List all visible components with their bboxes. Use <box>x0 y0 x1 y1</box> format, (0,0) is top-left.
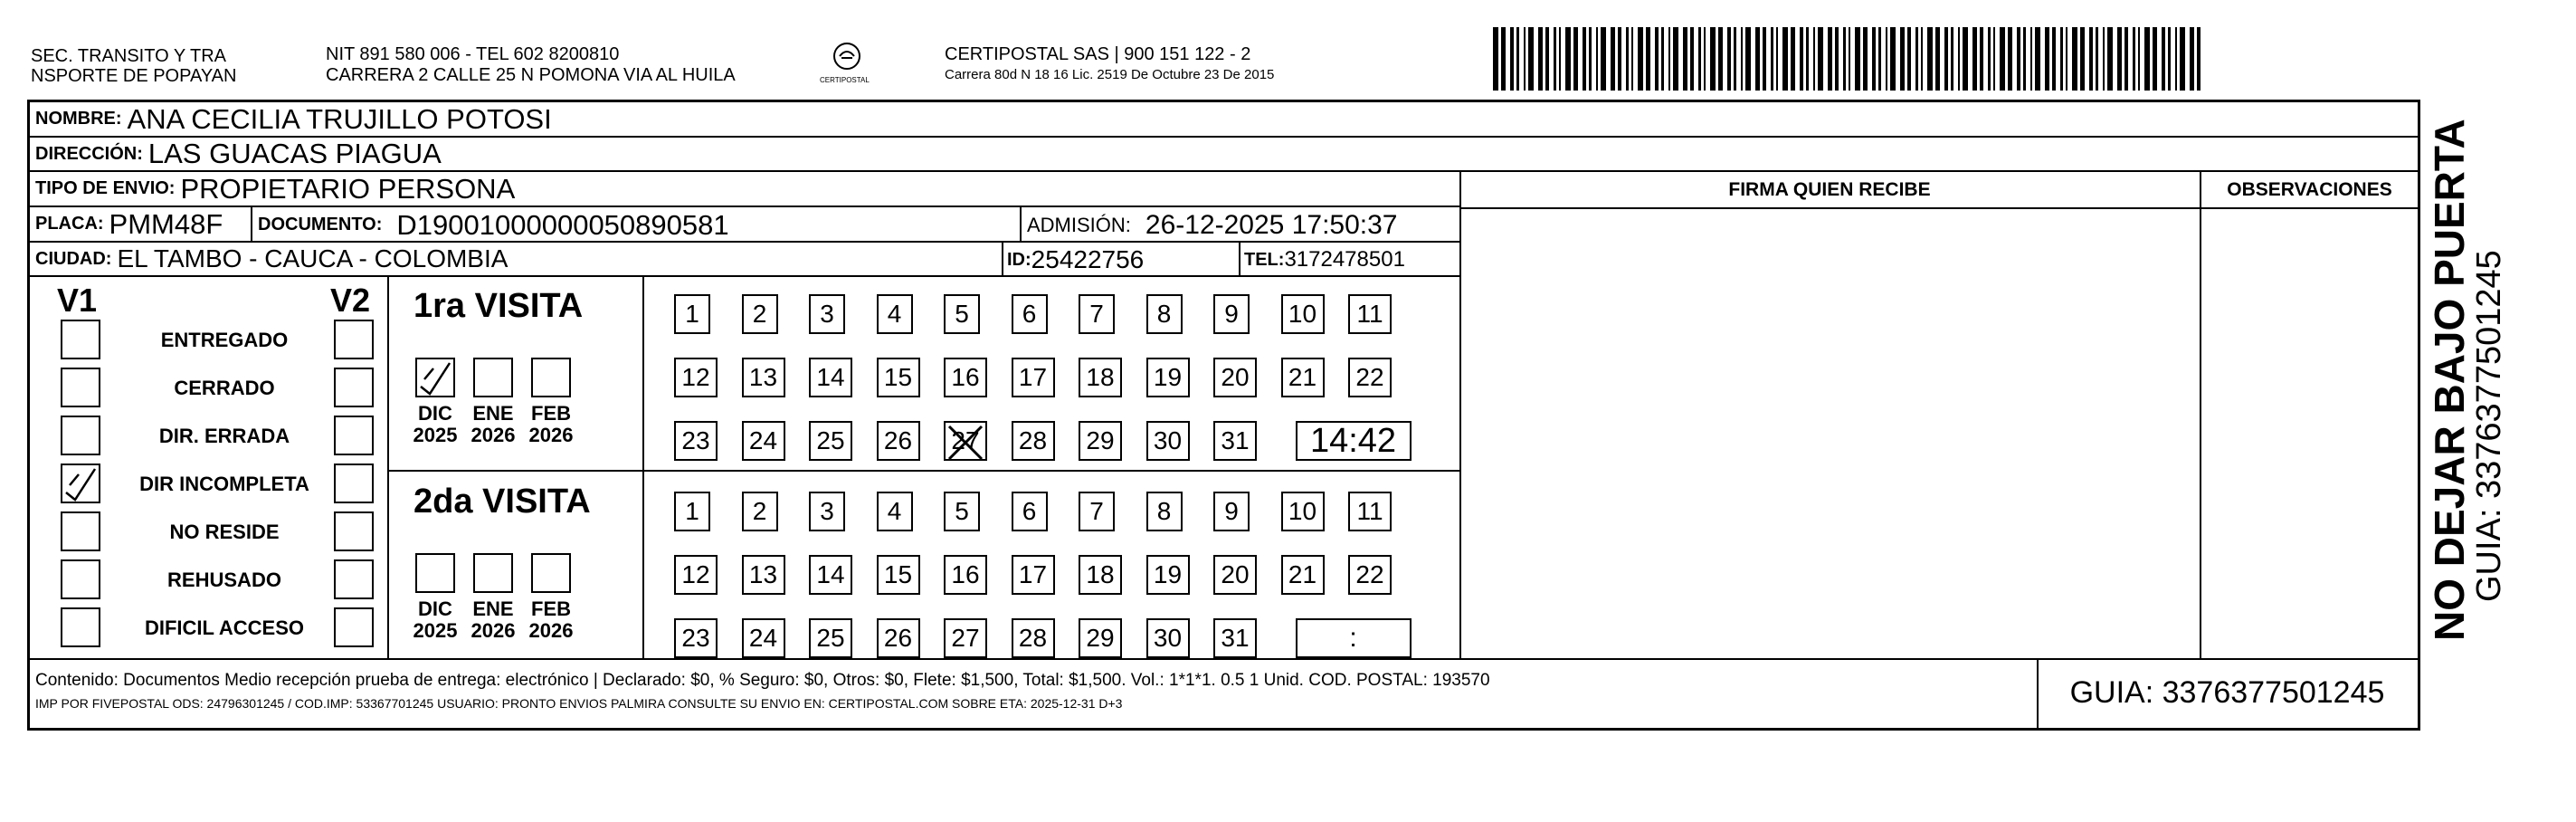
courier-logo <box>820 36 874 91</box>
v2-checkbox[interactable] <box>334 464 374 503</box>
day-box[interactable]: 5 <box>944 294 980 334</box>
barcode-bar <box>2180 27 2185 91</box>
barcode-bar <box>1915 27 1918 91</box>
reason-label: DIR INCOMPLETA <box>139 473 309 495</box>
month-checkbox[interactable] <box>473 358 513 397</box>
tel-label: TEL: <box>1244 249 1285 270</box>
barcode-bar <box>1806 27 1809 91</box>
barcode-bar <box>1849 27 1850 91</box>
barcode-bar <box>1611 27 1615 91</box>
direccion-value: LAS GUACAS PIAGUA <box>147 138 442 169</box>
firma-header: FIRMA QUIEN RECIBE <box>1728 178 1931 200</box>
barcode-bar <box>1944 27 1948 91</box>
barcode-bar <box>1828 27 1832 91</box>
barcode-bar <box>1565 27 1571 91</box>
barcode-bar <box>1710 27 1716 91</box>
reason-label: NO RESIDE <box>169 521 280 543</box>
delivery-form <box>27 100 2420 731</box>
cross-mark-icon <box>946 423 985 463</box>
barcode-bar <box>1690 27 1694 91</box>
day-box[interactable]: 2 <box>742 294 778 334</box>
barcode-bar <box>2066 27 2067 91</box>
barcode-bar <box>1631 27 1633 91</box>
side-guia: GUIA: 3376377501245 <box>2470 250 2508 602</box>
barcode-bar <box>1813 27 1815 91</box>
barcode-bar <box>2030 27 2032 91</box>
month-checkbox[interactable] <box>415 553 455 593</box>
barcode-bar <box>2168 27 2171 91</box>
barcode-bar <box>2190 27 2194 91</box>
barcode-bar <box>2162 27 2165 91</box>
day-box[interactable]: 27 <box>944 421 987 461</box>
ciudad-value: EL TAMBO - CAUCA - COLOMBIA <box>117 244 509 272</box>
barcode-bar <box>2008 27 2012 91</box>
day-box[interactable]: 15 <box>877 358 920 397</box>
day-box[interactable]: 24 <box>742 421 785 461</box>
day-box[interactable]: 1 <box>674 492 710 531</box>
day-box[interactable]: 4 <box>877 492 913 531</box>
logo-caption: CERTIPOSTAL <box>820 76 870 84</box>
barcode-bar <box>2045 27 2049 91</box>
barcode-bar <box>1673 27 1678 91</box>
day-box[interactable]: 30 <box>1146 618 1190 658</box>
barcode-bar <box>1559 27 1561 91</box>
barcode-bar <box>2107 27 2113 91</box>
barcode-bar <box>1951 27 1953 91</box>
placa-value: PMM48F <box>109 207 223 240</box>
day-box[interactable]: 23 <box>674 618 718 658</box>
barcode-bar <box>1855 27 1860 91</box>
day-box[interactable]: 17 <box>1012 358 1055 397</box>
day-box[interactable]: 29 <box>1079 421 1122 461</box>
day-box[interactable]: 15 <box>877 555 920 595</box>
v1-checkbox[interactable] <box>61 416 100 455</box>
barcode-bar <box>1963 27 1968 91</box>
month-label: FEB 2026 <box>528 597 574 642</box>
month-checkbox[interactable] <box>531 358 571 397</box>
barcode-bar <box>1988 27 1991 91</box>
barcode-bar <box>1782 27 1788 91</box>
v2-checkbox[interactable] <box>334 607 374 647</box>
day-box[interactable]: 19 <box>1146 358 1190 397</box>
day-box[interactable]: 25 <box>809 618 852 658</box>
day-box[interactable]: 18 <box>1079 358 1122 397</box>
barcode-bar <box>1980 27 1983 91</box>
barcode-bar <box>1538 27 1543 91</box>
check-mark-icon <box>417 359 453 396</box>
day-box[interactable]: 16 <box>944 358 987 397</box>
day-box[interactable]: 25 <box>809 421 852 461</box>
barcode-bar <box>2144 27 2150 91</box>
barcode-bar <box>1800 27 1803 91</box>
barcode-bar <box>2089 27 2093 91</box>
time-box[interactable]: 14:42 <box>1296 421 1412 461</box>
barcode-bar <box>1655 27 1659 91</box>
v2-checkbox[interactable] <box>334 416 374 455</box>
barcode-bar <box>1698 27 1701 91</box>
day-box[interactable]: 20 <box>1213 555 1257 595</box>
courier-license: Carrera 80d N 18 16 Lic. 2519 De Octubre 23 De 2015 <box>945 67 1275 82</box>
barcode-bar <box>1972 27 1977 91</box>
day-box[interactable]: 18 <box>1079 555 1122 595</box>
day-box[interactable]: 12 <box>674 358 718 397</box>
day-box[interactable]: 20 <box>1213 358 1257 397</box>
barcode-bar <box>1683 27 1687 91</box>
barcode-bar <box>1510 27 1514 91</box>
day-box[interactable]: 21 <box>1281 358 1325 397</box>
day-box[interactable]: 8 <box>1146 294 1183 334</box>
documento-value: D19001000000050890581 <box>396 208 729 241</box>
barcode-bar <box>1818 27 1823 91</box>
tel-group <box>1244 243 1405 277</box>
barcode-bar <box>1524 27 1526 91</box>
observaciones-header: OBSERVACIONES <box>2227 178 2392 200</box>
day-box[interactable]: 7 <box>1079 492 1115 531</box>
v2-checkbox[interactable] <box>334 559 374 599</box>
barcode-bar <box>2133 27 2135 91</box>
day-box[interactable]: 11 <box>1348 294 1392 334</box>
day-box[interactable]: 10 <box>1281 294 1325 334</box>
day-box[interactable]: 10 <box>1281 492 1325 531</box>
tel-value: 3172478501 <box>1284 247 1405 272</box>
barcode-bar <box>1626 27 1629 91</box>
day-box[interactable]: 8 <box>1146 492 1183 531</box>
day-box[interactable]: 31 <box>1213 421 1257 461</box>
v1-checkbox[interactable] <box>61 464 100 503</box>
barcode-bar <box>1668 27 1670 91</box>
v1-checkbox[interactable] <box>61 607 100 647</box>
barcode-bar <box>1835 27 1839 91</box>
barcode-bar <box>1704 27 1706 91</box>
day-box[interactable]: 11 <box>1348 492 1392 531</box>
day-box[interactable]: 26 <box>877 618 920 658</box>
barcode-bar <box>1935 27 1940 91</box>
v1-checkbox[interactable] <box>61 511 100 551</box>
barcode-bar <box>2175 27 2177 91</box>
barcode <box>1493 27 2202 91</box>
barcode-bar <box>2153 27 2157 91</box>
barcode-bar <box>1646 27 1650 91</box>
v2-checkbox[interactable] <box>334 320 374 359</box>
v2-checkbox[interactable] <box>334 368 374 407</box>
visit2-title: 2da VISITA <box>413 483 591 521</box>
nombre-label: NOMBRE: <box>35 109 122 129</box>
v1-label: V1 <box>57 282 98 319</box>
day-box[interactable]: 29 <box>1079 618 1122 658</box>
visit1-title: 1ra VISITA <box>413 287 584 325</box>
reason-label: CERRADO <box>174 377 275 399</box>
day-box[interactable]: 22 <box>1348 555 1392 595</box>
signature-area[interactable] <box>1461 209 2198 656</box>
day-box[interactable]: 6 <box>1012 294 1048 334</box>
courier-name: CERTIPOSTAL SAS | 900 151 122 - 2 <box>945 44 1251 64</box>
id-label: ID: <box>1007 249 1031 270</box>
reason-label: ENTREGADO <box>160 329 289 351</box>
barcode-bar <box>1501 27 1506 91</box>
barcode-bar <box>1771 27 1773 91</box>
side-warning: NO DEJAR BAJO PUERTA <box>2426 119 2473 641</box>
org-nit-tel: NIT 891 580 006 - TEL 602 8200810 <box>326 44 620 64</box>
barcode-bar <box>1661 27 1664 91</box>
day-box[interactable]: 6 <box>1012 492 1048 531</box>
barcode-bar <box>1886 27 1887 91</box>
barcode-bar <box>1791 27 1795 91</box>
tipo-envio-value: PROPIETARIO PERSONA <box>180 172 516 205</box>
barcode-bar <box>1516 27 1519 91</box>
footer-content-line: Contenido: Documentos Medio recepción prueba de entrega: electrónico | Declarado: $0, % Seguro: $0, Otros: $0, Flete: $1,500, Total: $1,500. Vol.: 1*1*1. 0.5 1 Unid. COD. POSTAL: 193570 <box>35 671 1490 690</box>
placa-label: PLACA: <box>35 214 104 234</box>
day-box[interactable]: 31 <box>1213 618 1257 658</box>
day-box[interactable]: 2 <box>742 492 778 531</box>
footer-guia: GUIA: 3376377501245 <box>2069 675 2385 710</box>
day-box[interactable]: 28 <box>1012 618 1055 658</box>
barcode-bar <box>1927 27 1933 91</box>
day-box[interactable]: 13 <box>742 555 785 595</box>
barcode-bar <box>2096 27 2098 91</box>
barcode-bar <box>2080 27 2085 91</box>
month-checkbox[interactable] <box>415 358 455 397</box>
v2-checkbox[interactable] <box>334 511 374 551</box>
day-box[interactable]: 14 <box>809 358 852 397</box>
day-box[interactable]: 26 <box>877 421 920 461</box>
observations-area[interactable] <box>2201 209 2416 656</box>
barcode-bar <box>2197 27 2201 91</box>
check-mark-icon <box>62 465 99 502</box>
barcode-bar <box>1958 27 1960 91</box>
barcode-bar <box>2072 27 2077 91</box>
ciudad-label: CIUDAD: <box>35 248 112 269</box>
v1-checkbox[interactable] <box>61 320 100 359</box>
barcode-bar <box>2035 27 2040 91</box>
barcode-bar <box>2017 27 2020 91</box>
barcode-bar <box>2117 27 2122 91</box>
reason-label: DIFICIL ACCESO <box>144 616 304 639</box>
barcode-bar <box>1583 27 1586 91</box>
barcode-bar <box>2124 27 2128 91</box>
day-box[interactable]: 5 <box>944 492 980 531</box>
month-label: DIC 2025 <box>413 402 458 446</box>
barcode-bar <box>1528 27 1534 91</box>
barcode-bar <box>2060 27 2063 91</box>
barcode-bar <box>1727 27 1731 91</box>
day-box[interactable]: 4 <box>877 294 913 334</box>
day-box[interactable]: 1 <box>674 294 710 334</box>
barcode-bar <box>2138 27 2140 91</box>
id-value: 25422756 <box>1031 245 1145 273</box>
barcode-bar <box>1843 27 1846 91</box>
v1-checkbox[interactable] <box>61 559 100 599</box>
day-box[interactable]: 3 <box>809 294 845 334</box>
day-box[interactable]: 28 <box>1012 421 1055 461</box>
admision-label: ADMISIÓN: <box>1027 213 1131 236</box>
reason-label: DIR. ERRADA <box>158 425 290 447</box>
v1-checkbox[interactable] <box>61 368 100 407</box>
barcode-bar <box>1907 27 1911 91</box>
barcode-bar <box>2052 27 2056 91</box>
time-box[interactable]: : <box>1296 618 1412 658</box>
month-checkbox[interactable] <box>531 553 571 593</box>
direccion-label: DIRECCIÓN: <box>35 143 143 164</box>
barcode-bar <box>1638 27 1643 91</box>
day-box[interactable]: 19 <box>1146 555 1190 595</box>
barcode-bar <box>1493 27 1498 91</box>
id-group <box>1007 243 1144 277</box>
day-box[interactable]: 24 <box>742 618 785 658</box>
month-checkbox[interactable] <box>473 553 513 593</box>
barcode-bar <box>1741 27 1743 91</box>
barcode-bar <box>1618 27 1621 91</box>
row-tipo-envio <box>30 172 1459 207</box>
reason-label: REHUSADO <box>167 569 281 591</box>
footer-print-line: IMP POR FIVEPOSTAL ODS: 24796301245 / COD.IMP: 53367701245 USUARIO: PRONTO ENVIOS PALMIRA CONSULTE SU ENVIO EN: CERTIPOSTAL.COM SOBRE ETA: 2025-12-31 D+3 <box>35 696 1123 711</box>
day-box[interactable]: 9 <box>1213 492 1250 531</box>
day-box[interactable]: 13 <box>742 358 785 397</box>
admision-group <box>1027 207 1397 243</box>
barcode-bar <box>1745 27 1751 91</box>
day-box[interactable]: 9 <box>1213 294 1250 334</box>
barcode-bar <box>1900 27 1905 91</box>
barcode-bar <box>1596 27 1598 91</box>
barcode-bar <box>1921 27 1923 91</box>
barcode-bar <box>1776 27 1778 91</box>
month-label: ENE 2026 <box>471 597 516 642</box>
barcode-bar <box>2000 27 2005 91</box>
row-direccion <box>30 138 2418 172</box>
barcode-bar <box>1755 27 1760 91</box>
day-box[interactable]: 30 <box>1146 421 1190 461</box>
org-name-line2: NSPORTE DE POPAYAN <box>31 66 237 86</box>
day-box[interactable]: 17 <box>1012 555 1055 595</box>
day-box[interactable]: 23 <box>674 421 718 461</box>
barcode-bar <box>1589 27 1592 91</box>
month-label: ENE 2026 <box>471 402 516 446</box>
barcode-bar <box>1554 27 1556 91</box>
day-box[interactable]: 14 <box>809 555 852 595</box>
day-box[interactable]: 12 <box>674 555 718 595</box>
v2-label: V2 <box>330 282 371 319</box>
row-nombre <box>30 102 2418 138</box>
barcode-bar <box>2103 27 2105 91</box>
barcode-bar <box>1993 27 1995 91</box>
nombre-value: ANA CECILIA TRUJILLO POTOSI <box>127 102 552 135</box>
day-box[interactable]: 27 <box>944 618 987 658</box>
barcode-bar <box>1863 27 1868 91</box>
barcode-bar <box>1878 27 1881 91</box>
barcode-bar <box>1763 27 1766 91</box>
barcode-bar <box>1872 27 1876 91</box>
barcode-bar <box>1718 27 1723 91</box>
day-box[interactable]: 3 <box>809 492 845 531</box>
org-address: CARRERA 2 CALLE 25 N POMONA VIA AL HUILA <box>326 65 736 85</box>
admision-value: 26-12-2025 17:50:37 <box>1145 209 1398 240</box>
month-label: DIC 2025 <box>413 597 458 642</box>
documento-group <box>258 207 729 243</box>
barcode-bar <box>1734 27 1736 91</box>
month-label: FEB 2026 <box>528 402 574 446</box>
barcode-bar <box>1601 27 1606 91</box>
barcode-bar <box>2023 27 2026 91</box>
org-name-line1: SEC. TRANSITO Y TRA <box>31 46 226 66</box>
barcode-bar <box>1545 27 1549 91</box>
day-box[interactable]: 7 <box>1079 294 1115 334</box>
tipo-envio-label: TIPO DE ENVIO: <box>35 178 176 198</box>
documento-label: DOCUMENTO: <box>258 215 383 234</box>
day-box[interactable]: 22 <box>1348 358 1392 397</box>
day-box[interactable]: 16 <box>944 555 987 595</box>
barcode-bar <box>1890 27 1896 91</box>
barcode-bar <box>1573 27 1578 91</box>
day-box[interactable]: 21 <box>1281 555 1325 595</box>
